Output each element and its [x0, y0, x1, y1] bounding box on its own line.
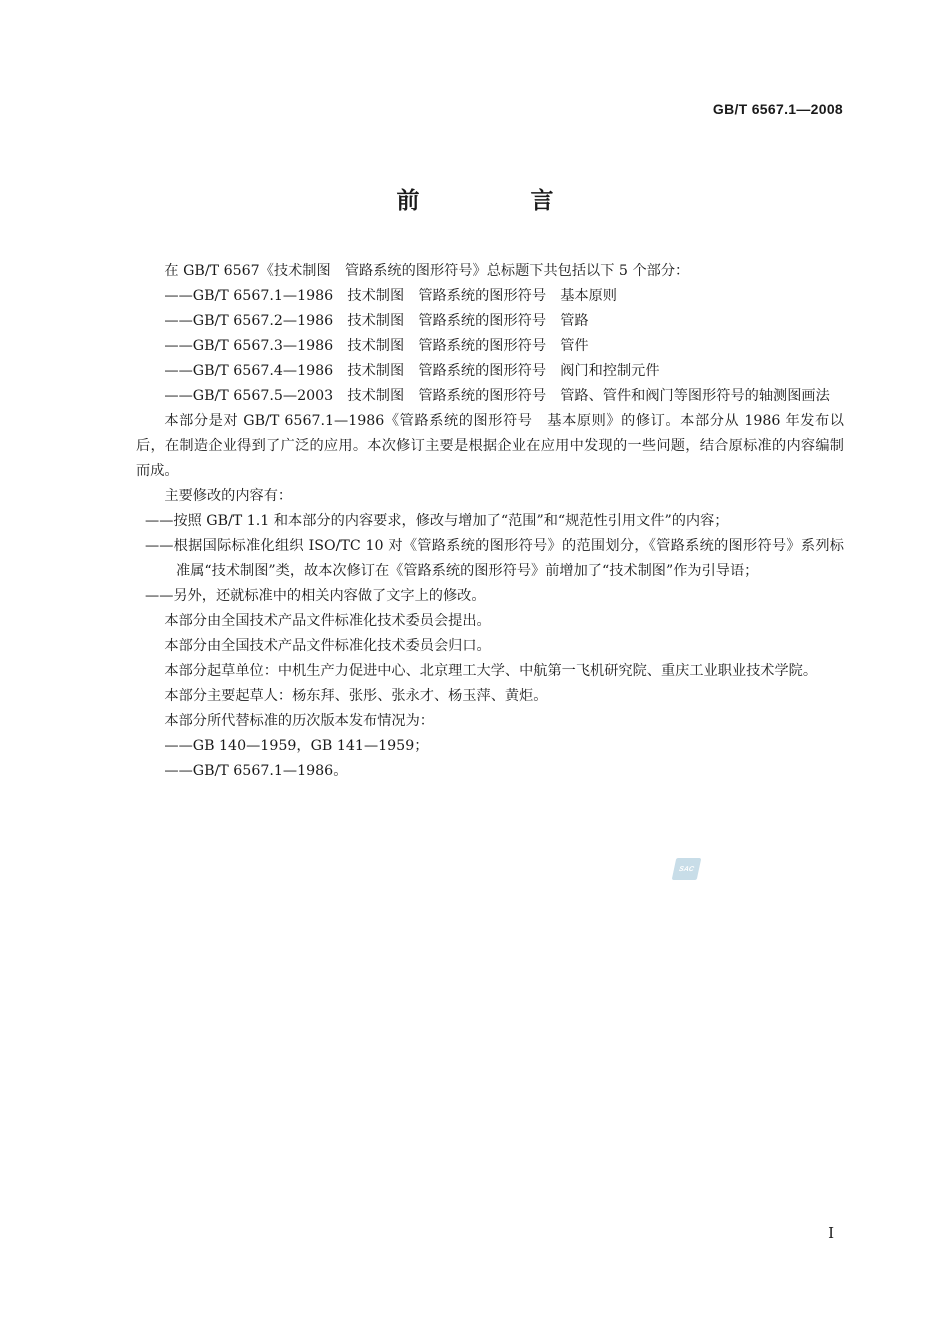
- sac-watermark-logo: SAC: [672, 858, 702, 880]
- history-intro: 本部分所代替标准的历次版本发布情况为：: [164, 713, 434, 729]
- part-item: ——GB/T 6567.1—1986 技术制图 管路系统的图形符号 基本原则: [164, 288, 617, 304]
- drafting-units-paragraph: 本部分起草单位：中机生产力促进中心、北京理工大学、中航第一飞机研究院、重庆工业职业技术学院。: [164, 663, 818, 679]
- drafters-paragraph: 本部分主要起草人：杨东拜、张彤、张永才、杨玉萍、黄炬。: [164, 688, 548, 704]
- part-item: ——GB/T 6567.3—1986 技术制图 管路系统的图形符号 管件: [164, 338, 589, 354]
- change-item: ——按照 GB/T 1.1 和本部分的内容要求，修改与增加了“范围”和“规范性引用文件”的内容；: [145, 513, 729, 529]
- history-item: ——GB 140—1959，GB 141—1959；: [164, 738, 429, 754]
- part-item: ——GB/T 6567.2—1986 技术制图 管路系统的图形符号 管路: [164, 313, 589, 329]
- changes-intro: 主要修改的内容有：: [164, 488, 293, 504]
- history-item: ——GB/T 6567.1—1986。: [164, 763, 348, 779]
- foreword-body: [136, 259, 844, 784]
- part-item: ——GB/T 6567.5—2003 技术制图 管路系统的图形符号 管路、管件和阀门等图形符号的轴测图画法: [164, 388, 830, 404]
- page-number: I: [828, 1224, 834, 1242]
- intro-paragraph: 在 GB/T 6567《技术制图 管路系统的图形符号》总标题下共包括以下 5 个部分：: [164, 263, 690, 279]
- managed-paragraph: 本部分由全国技术产品文件标准化技术委员会归口。: [164, 638, 491, 654]
- page-title: 前 言: [396, 188, 598, 214]
- change-item: ——根据国际标准化组织 ISO/TC 10 对《管路系统的图形符号》的范围划分，《管路系统的图形符号》系列标准属“技术制图”类，故本次修订在《管路系统的图形符号》前增加了“技术制图”作为引导语；: [145, 538, 844, 579]
- change-item: ——另外，还就标准中的相关内容做了文字上的修改。: [145, 588, 486, 604]
- proposed-paragraph: 本部分由全国技术产品文件标准化技术委员会提出。: [164, 613, 491, 629]
- revision-paragraph: 本部分是对 GB/T 6567.1—1986《管路系统的图形符号 基本原则》的修订。本部分从 1986 年发布以后，在制造企业得到了广泛的应用。本次修订主要是根据企业在应用中发现的一些问题，结合原标准的内容编制而成。: [136, 413, 844, 479]
- standard-code: GB/T 6567.1—2008: [712, 101, 843, 117]
- part-item: ——GB/T 6567.4—1986 技术制图 管路系统的图形符号 阀门和控制元件: [164, 363, 660, 379]
